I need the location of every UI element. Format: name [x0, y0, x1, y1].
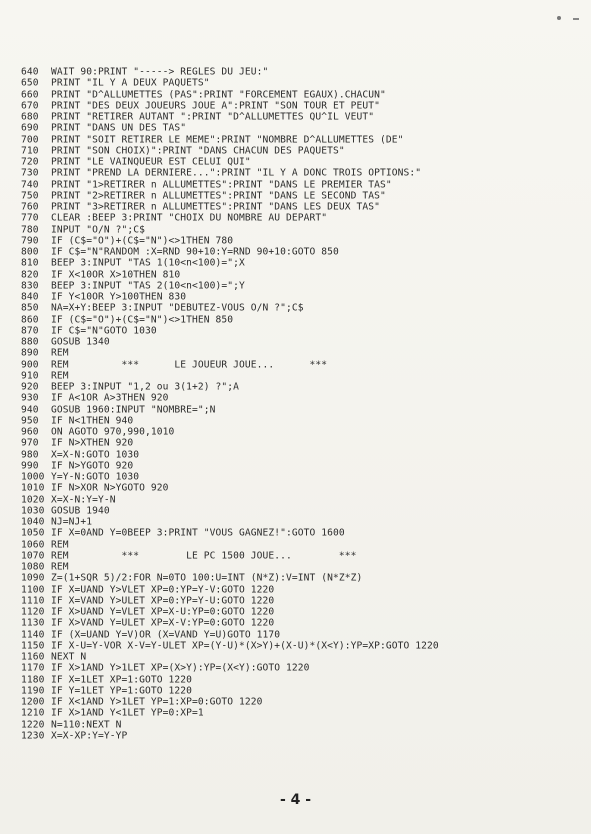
line-number: 900 — [21, 358, 39, 371]
line-code: REM — [51, 538, 69, 551]
line-number: 960 — [21, 426, 39, 438]
line-number: 1210 — [21, 707, 45, 719]
line-code: BEEP 3:INPUT "1,2 ou 3(1+2) ?";A — [51, 381, 240, 393]
line-code: REM *** LE PC 1500 JOUE... *** — [51, 549, 357, 562]
code-line — [21, 77, 581, 89]
code-line — [21, 460, 581, 472]
line-number: 1160 — [21, 651, 45, 663]
line-code: IF Y<10OR Y>100THEN 830 — [51, 291, 187, 303]
code-line — [21, 730, 581, 742]
line-number: 730 — [21, 167, 39, 179]
line-code: REM — [51, 561, 69, 573]
code-line — [21, 212, 581, 224]
line-code: REM *** LE JOUEUR JOUE... *** — [51, 358, 328, 371]
code-line — [21, 314, 581, 326]
line-code: IF C$="N"GOTO 1030 — [51, 324, 157, 337]
line-number: 640 — [21, 66, 39, 78]
line-code: IF (C$="O")+(C$="N")<>1THEN 850 — [51, 313, 234, 326]
line-code: X=X-N:GOTO 1030 — [51, 448, 140, 461]
line-code: X=X-N:Y=Y-N — [51, 493, 116, 506]
line-number: 680 — [21, 111, 39, 123]
line-number: 800 — [21, 246, 39, 258]
line-number: 1140 — [21, 628, 45, 641]
page-number: - 4 - — [279, 792, 312, 808]
line-number: 910 — [21, 369, 39, 382]
line-code: PRINT "DES DEUX JOUEURS JOUE A":PRINT "SON TOUR ET PEUT" — [51, 99, 381, 112]
line-number: 790 — [21, 234, 39, 247]
line-number: 1050 — [21, 527, 45, 539]
line-code: X=X-XP:Y=Y-YP — [51, 729, 128, 742]
line-number: 870 — [21, 324, 39, 337]
line-code: N=110:NEXT N — [51, 718, 122, 731]
line-number: 1110 — [21, 594, 45, 607]
line-code: IF X=1LET XP=1:GOTO 1220 — [51, 673, 193, 686]
line-code: WAIT 90:PRINT "-----> REGLES DU JEU:" — [51, 66, 269, 78]
line-number: 1230 — [21, 729, 45, 742]
code-line — [21, 145, 581, 157]
line-code: PRINT "IL Y A DEUX PAQUETS" — [51, 77, 210, 89]
code-line — [21, 539, 581, 551]
line-code: REM — [51, 369, 69, 382]
line-code: IF X>VAND Y=ULET XP=X-V:YP=0:GOTO 1220 — [51, 617, 275, 629]
code-line — [21, 302, 581, 314]
line-code: BEEP 3:INPUT "TAS 2(10<n<100)=";Y — [51, 279, 245, 292]
line-number: 670 — [21, 99, 39, 112]
line-number: 1000 — [21, 471, 45, 483]
code-line — [21, 347, 581, 359]
code-line — [21, 404, 581, 416]
code-line — [21, 629, 581, 641]
code-line — [21, 370, 581, 382]
line-number: 930 — [21, 392, 39, 404]
line-number: 1190 — [21, 684, 45, 697]
scan-speck — [573, 18, 579, 20]
code-line — [21, 640, 581, 652]
code-line — [21, 134, 581, 146]
line-number: 1180 — [21, 673, 45, 686]
code-line — [21, 235, 581, 247]
line-code: IF A<1OR A>3THEN 920 — [51, 392, 169, 404]
line-number: 750 — [21, 189, 39, 202]
code-line — [21, 550, 581, 562]
code-line — [21, 685, 581, 697]
line-number: 1040 — [21, 516, 45, 528]
code-line — [21, 437, 581, 449]
code-line — [21, 359, 581, 371]
scan-speck — [557, 16, 561, 20]
line-code: NA=X+Y:BEEP 3:INPUT "DEBUTEZ-VOUS O/N ?";C$ — [51, 302, 304, 314]
line-number: 1130 — [21, 617, 45, 629]
code-line — [21, 505, 581, 517]
line-number: 1010 — [21, 482, 45, 494]
line-number: 970 — [21, 437, 39, 449]
line-code: IF X>1AND Y<1LET YP=0:XP=1 — [51, 707, 204, 719]
line-code: PRINT "SON CHOIX)":PRINT "DANS CHACUN DES PAQUETS" — [51, 144, 345, 157]
line-code: PRINT "DANS UN DES TAS" — [51, 122, 187, 134]
code-line — [21, 325, 581, 337]
line-code: IF X=UAND Y>VLET XP=0:YP=Y-V:GOTO 1220 — [51, 583, 275, 596]
line-number: 830 — [21, 279, 39, 292]
line-code: BEEP 3:INPUT "TAS 1(10<n<100)=";X — [51, 257, 245, 269]
code-line — [21, 415, 581, 427]
line-code: GOSUB 1960:INPUT "NOMBRE=";N — [51, 403, 216, 416]
line-number: 700 — [21, 133, 39, 146]
code-line — [21, 269, 581, 281]
code-line — [21, 449, 581, 461]
line-code: IF X-U=Y-VOR X-V=Y-ULET XP=(Y-U)*(X>Y)+(X-U)*(X<Y):YP=XP:GOTO 1220 — [51, 639, 439, 652]
line-code: IF C$="N"RANDOM :X=RND 90+10:Y=RND 90+10:GOTO 850 — [51, 246, 339, 258]
line-code: IF X<10OR X>10THEN 810 — [51, 268, 181, 281]
line-number: 1020 — [21, 493, 45, 506]
line-code: REM — [51, 347, 69, 359]
code-line — [21, 167, 581, 179]
line-number: 1200 — [21, 696, 45, 708]
line-code: Z=(1+SQR 5)/2:FOR N=0TO 100:U=INT (N*Z):V=INT (N*Z*Z) — [51, 572, 363, 584]
code-line — [21, 719, 581, 731]
code-line — [21, 89, 581, 101]
line-number: 890 — [21, 347, 39, 359]
line-code: IF (X=UAND Y=V)OR (X=VAND Y=U)GOTO 1170 — [51, 628, 281, 641]
line-code: PRINT "1>RETIRER n ALLUMETTES":PRINT "DANS LE PREMIER TAS" — [51, 178, 392, 191]
line-number: 880 — [21, 336, 39, 348]
line-code: IF X=0AND Y=0BEEP 3:PRINT "VOUS GAGNEZ!":GOTO 1600 — [51, 527, 345, 539]
code-line — [21, 572, 581, 584]
line-code: PRINT "SOIT RETIRER LE MEME":PRINT "NOMBRE D^ALLUMETTES (DE" — [51, 133, 404, 146]
line-number: 650 — [21, 77, 39, 89]
line-number: 1060 — [21, 538, 45, 551]
line-number: 990 — [21, 459, 39, 472]
line-code: ON AGOTO 970,990,1010 — [51, 426, 175, 438]
line-number: 840 — [21, 291, 39, 303]
line-number: 780 — [21, 223, 39, 236]
line-code: NEXT N — [51, 651, 87, 663]
code-line — [21, 595, 581, 607]
line-code: IF X=VAND Y>ULET XP=0:YP=Y-U:GOTO 1220 — [51, 594, 275, 607]
line-code: IF N>YGOTO 920 — [51, 459, 134, 472]
code-line — [21, 179, 581, 191]
line-code: NJ=NJ+1 — [51, 516, 93, 528]
line-number: 850 — [21, 302, 39, 314]
line-number: 740 — [21, 178, 39, 191]
line-code: PRINT "LE VAINQUEUR EST CELUI QUI" — [51, 156, 251, 168]
line-number: 1220 — [21, 718, 45, 731]
code-line — [21, 224, 581, 236]
code-line — [21, 257, 581, 269]
line-number: 920 — [21, 381, 39, 393]
line-number: 940 — [21, 403, 39, 416]
code-line — [21, 674, 581, 686]
line-code: IF X>UAND Y=VLET XP=X-U:YP=0:GOTO 1220 — [51, 606, 275, 618]
code-line — [21, 280, 581, 292]
line-code: GOSUB 1940 — [51, 504, 110, 517]
line-number: 760 — [21, 201, 39, 213]
line-number: 820 — [21, 268, 39, 281]
line-number: 980 — [21, 448, 39, 461]
line-code: PRINT "2>RETIRER n ALLUMETTES":PRINT "DANS LE SECOND TAS" — [51, 189, 386, 202]
line-code: PRINT "3>RETIRER n ALLUMETTES":PRINT "DANS LES DEUX TAS" — [51, 201, 381, 213]
line-code: IF (C$="O")+(C$="N")<>1THEN 780 — [51, 234, 234, 247]
code-line — [21, 392, 581, 404]
line-code: PRINT "RETIRER AUTANT ":PRINT "D^ALLUMETTES QU^IL VEUT" — [51, 111, 375, 123]
line-number: 710 — [21, 144, 39, 157]
line-number: 860 — [21, 313, 39, 326]
line-number: 810 — [21, 257, 39, 269]
line-code: IF N>XTHEN 920 — [51, 437, 134, 449]
line-number: 660 — [21, 88, 39, 101]
line-number: 1030 — [21, 504, 45, 517]
line-number: 1100 — [21, 583, 45, 596]
line-code: INPUT "O/N ?";C$ — [51, 223, 146, 236]
code-line — [21, 100, 581, 112]
line-number: 1080 — [21, 561, 45, 573]
code-line — [21, 482, 581, 494]
code-line — [21, 584, 581, 596]
line-code: CLEAR :BEEP 3:PRINT "CHOIX DU NOMBRE AU DEPART" — [51, 212, 328, 224]
basic-program-listing — [21, 66, 581, 741]
line-code: IF Y=1LET YP=1:GOTO 1220 — [51, 684, 193, 697]
line-number: 720 — [21, 156, 39, 168]
line-number: 1120 — [21, 606, 45, 618]
line-code: Y=Y-N:GOTO 1030 — [51, 471, 140, 483]
line-number: 1150 — [21, 639, 45, 652]
line-code: GOSUB 1340 — [51, 336, 110, 348]
line-code: IF X<1AND Y>1LET YP=1:XP=0:GOTO 1220 — [51, 696, 263, 708]
line-number: 950 — [21, 414, 39, 427]
code-line — [21, 494, 581, 506]
code-line — [21, 617, 581, 629]
line-code: IF N<1THEN 940 — [51, 414, 134, 427]
code-line — [21, 122, 581, 134]
code-line — [21, 707, 581, 719]
line-code: PRINT "PREND LA DERNIERE...":PRINT "IL Y A DONC TROIS OPTIONS:" — [51, 167, 422, 179]
code-line — [21, 190, 581, 202]
line-code: IF X>1AND Y>1LET XP=(X>Y):YP=(X<Y):GOTO 1220 — [51, 662, 310, 674]
line-number: 1170 — [21, 662, 45, 674]
line-code: IF N>XOR N>YGOTO 920 — [51, 482, 169, 494]
line-number: 770 — [21, 212, 39, 224]
line-number: 1070 — [21, 549, 45, 562]
line-number: 690 — [21, 122, 39, 134]
line-code: PRINT "D^ALLUMETTES (PAS":PRINT "FORCEMENT EGAUX).CHACUN" — [51, 88, 386, 101]
code-line — [21, 662, 581, 674]
line-number: 1090 — [21, 572, 45, 584]
code-line — [21, 527, 581, 539]
